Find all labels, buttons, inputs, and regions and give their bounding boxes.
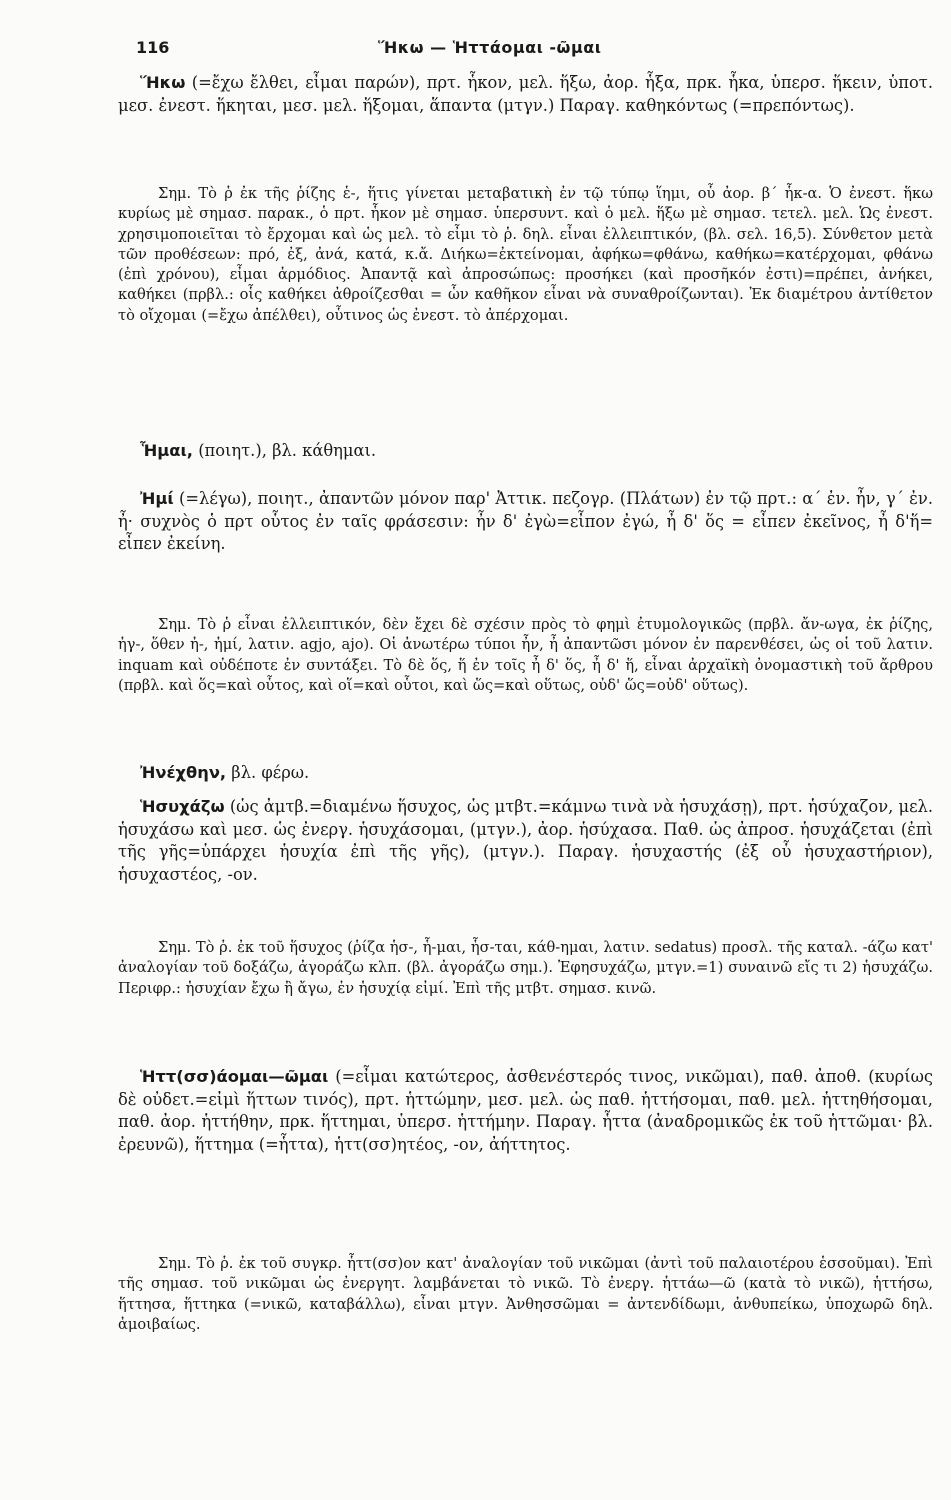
page-header [118,30,936,66]
note-hesychazo [118,938,933,999]
note-text: Σημ. Τὸ ῥ. ἐκ τοῦ ἥσυχος (ῥίζα ἡσ-, ἧ-μαι, ἧσ-ται, κάθ-ημαι, λατιν. sedatus) προσλ. τῆς καταλ. -άζω κατ' ἀναλογίαν τοῦ δοξάζω, ἀγοράζω κλπ. (βλ. ἀγοράζω σημ.). Ἐφησυχάζω, μτγν.=1) συναινῶ εἴς τι 2) ἡσυχάζω. Περιφρ.: ἡσυχίαν ἔχω ἢ ἄγω, ἐν ἡσυχίᾳ εἰμί. Ἐπὶ τῆς μτβτ. σημασ. κινῶ. [118,939,933,997]
entry-hettaomai [118,1066,933,1156]
entry-lemma: Ἧμαι, [140,441,193,460]
entry-heko [118,72,933,117]
entry-emi [118,488,933,556]
entry-lemma: Ἡσυχάζω [140,797,225,816]
note-emi [118,615,933,696]
entry-lemma: Ἥκω [140,73,186,92]
entry-enechthen [118,762,933,785]
entry-lemma: Ἠνέχθην, [140,763,227,782]
entry-text: (=λέγω), ποιητ., ἀπαντῶν μόνον παρ' Ἀττικ. πεζογρ. (Πλάτων) ἐν τῷ πρτ.: α΄ ἐν. ἦν, γ΄ ἐν. ἦ· συχνὸς ὁ πρτ οὗτος ἐν ταῖς φράσεσιν: ἦν δ' ἐγὼ=εἶπον ἐγώ, ἦ δ' ὅς = εἶπεν ἐκεῖνος, ἦ δ'ἥ= εἶπεν ἐκείνη. [118,489,933,554]
entry-hemai [118,440,933,463]
entry-hesychazo [118,796,933,886]
entry-lemma: Ἠμί [140,489,174,508]
dictionary-page [118,30,936,1333]
running-title: Ἥκω — Ἡττάομαι -ῶμαι [378,38,602,57]
page-number: 116 [136,38,170,57]
entry-lemma: Ἡττ(σσ)άομαι—ῶμαι [140,1067,329,1086]
entry-text: (ὡς ἀμτβ.=διαμένω ἥσυχος, ὡς μτβτ.=κάμνω τινὰ νὰ ἡσυχάσῃ), πρτ. ἡσύχαζον, μελ. ἡσυχάσω καὶ μεσ. ὡς ἐνεργ. ἡσυχάσομαι, (μτγν.), ἀορ. ἡσύχασα. Παθ. ὡς ἀπροσ. ἡσυχάζεται (ἐπὶ τῆς γῆς=ὑπάρχει ἡσυχία ἐπὶ τῆς γῆς), (μτγν.). Παραγ. ἡσυχαστής (ἐξ οὗ ἡσυχαστήριον), ἡσυχαστέος, -ον. [118,797,933,884]
entry-text: βλ. φέρω. [231,763,310,782]
note-text: Σημ. Τὸ ῥ. ἐκ τοῦ συγκρ. ἧττ(σσ)ον κατ' ἀναλογίαν τοῦ νικῶμαι (ἀντὶ τοῦ παλαιοτέρου ἑσσοῦμαι). Ἐπὶ τῆς σημασ. τοῦ νικῶμαι ὡς ἐνεργητ. λαμβάνεται τὸ νικῶ. Τὸ ἐνεργ. ἡττάω—ῶ (κατὰ τὸ νικῶ), ἡττήσω, ἥττησα, ἥττηκα (=νικῶ, καταβάλλω), εἶναι μτγν. Ἀνθησσῶμαι = ἀντενδίδωμι, ἀνθυπείκω, ὑποχωρῶ δηλ. ἀμοιβαίως. [118,1255,933,1333]
entry-text: (=ἔχω ἔλθει, εἶμαι παρών), πρτ. ἧκον, μελ. ἥξω, ἀορ. ἧξα, πρκ. ἧκα, ὑπερσ. ἥκειν, ὑποτ. μεσ. ἐνεστ. ἥκηται, μεσ. μελ. ἥξομαι, ἅπαντα (μτγν.) Παραγ. καθηκόντως (=πρεπόντως). [118,73,933,115]
entry-text: (ποιητ.), βλ. κάθημαι. [198,441,377,460]
note-heko [118,184,933,326]
entry-text: (=εἶμαι κατώτερος, ἀσθενέστερός τινος, νικῶμαι), παθ. ἀποθ. (κυρίως δὲ οὐδετ.=εἰμὶ ἥττων τινός), πρτ. ἡττώμην, μεσ. μελ. ὡς παθ. ἡττήσομαι, παθ. μελ. ἡττηθήσομαι, παθ. ἀορ. ἡττήθην, πρκ. ἥττημαι, ὑπερσ. ἡττήμην. Παραγ. ἧττα (ἀναδρομικῶς ἐκ τοῦ ἡττῶμαι· βλ. ἐρευνῶ), ἥττημα (=ἧττα), ἡττ(σσ)ητέος, -ον, ἀήττητος. [118,1067,933,1154]
note-text: Σημ. Τὸ ῥ εἶναι ἐλλειπτικόν, δὲν ἔχει δὲ σχέσιν πρὸς τὸ φημὶ ἐτυμολογικῶς (πρβλ. ἄν-ωγα, ἐκ ῥίζης, ἠγ-, ὅθεν ἠ-, ἠμί, λατιν. agjo, ajo). Οἱ ἀνωτέρω τύποι ἦν, ἦ ἀπαντῶσι μόνον ἐν παρενθέσει, ὡς οἱ τοῦ λατιν. inquam καὶ οὐδέποτε ἐν συντάξει. Τὸ δὲ ὅς, ἥ ἐν τοῖς ἦ δ' ὅς, ἦ δ' ἥ, εἶναι ἀρχαϊκὴ ὀνομαστικὴ τοῦ ἄρθρου (πρβλ. καὶ ὅς=καὶ οὗτος, καὶ οἵ=καὶ οὗτοι, καὶ ὥς=καὶ οὕτως, οὐδ' ὥς=οὐδ' οὕτως). [118,616,933,694]
note-hettaomai [118,1254,933,1335]
note-text: Σημ. Τὸ ῥ ἐκ τῆς ῥίζης ἑ-, ἥτις γίνεται μεταβατικὴ ἐν τῷ τύπῳ ἵημι, οὗ ἀορ. β΄ ἧκ-α. Ὁ ἐνεστ. ἥκω κυρίως μὲ σημασ. παρακ., ὁ πρτ. ἧκον μὲ σημασ. ὑπερσυντ. καὶ ὁ μελ. ἥξω μὲ σημασ. τετελ. μελ. Ὡς ἐνεστ. χρησιμοποιεῖται τὸ ἔρχομαι καὶ ὡς μελ. τὸ εἶμι τὸ ῥ. δηλ. εἶναι ἐλλειπτικόν, (βλ. σελ. 16,5). Σύνθετον μετὰ τῶν προθέσεων: πρό, ἐξ, ἀνά, κατά, κ.ἄ. Διήκω=ἐκτείνομαι, ἀφήκω=φθάνω, καθήκω=κατέρχομαι, φθάνω (ἐπὶ χρόνου), εἶμαι ἁρμόδιος. Ἀπαντᾷ καὶ ἀπροσώπως: προσήκει (καὶ προσῆκόν ἐστι)=πρέπει, ἀνήκει, καθήκει (πρβλ.: οἷς καθήκει ἀθροίζεσθαι = ὧν καθῆκον εἶναι νὰ συναθροίζωνται). Ἐκ διαμέτρου ἀντίθετον τὸ οἴχομαι (=ἔχω ἀπέλθει), οὗτινος ὡς ἐνεστ. τὸ ἀπέρχομαι. [118,185,933,324]
